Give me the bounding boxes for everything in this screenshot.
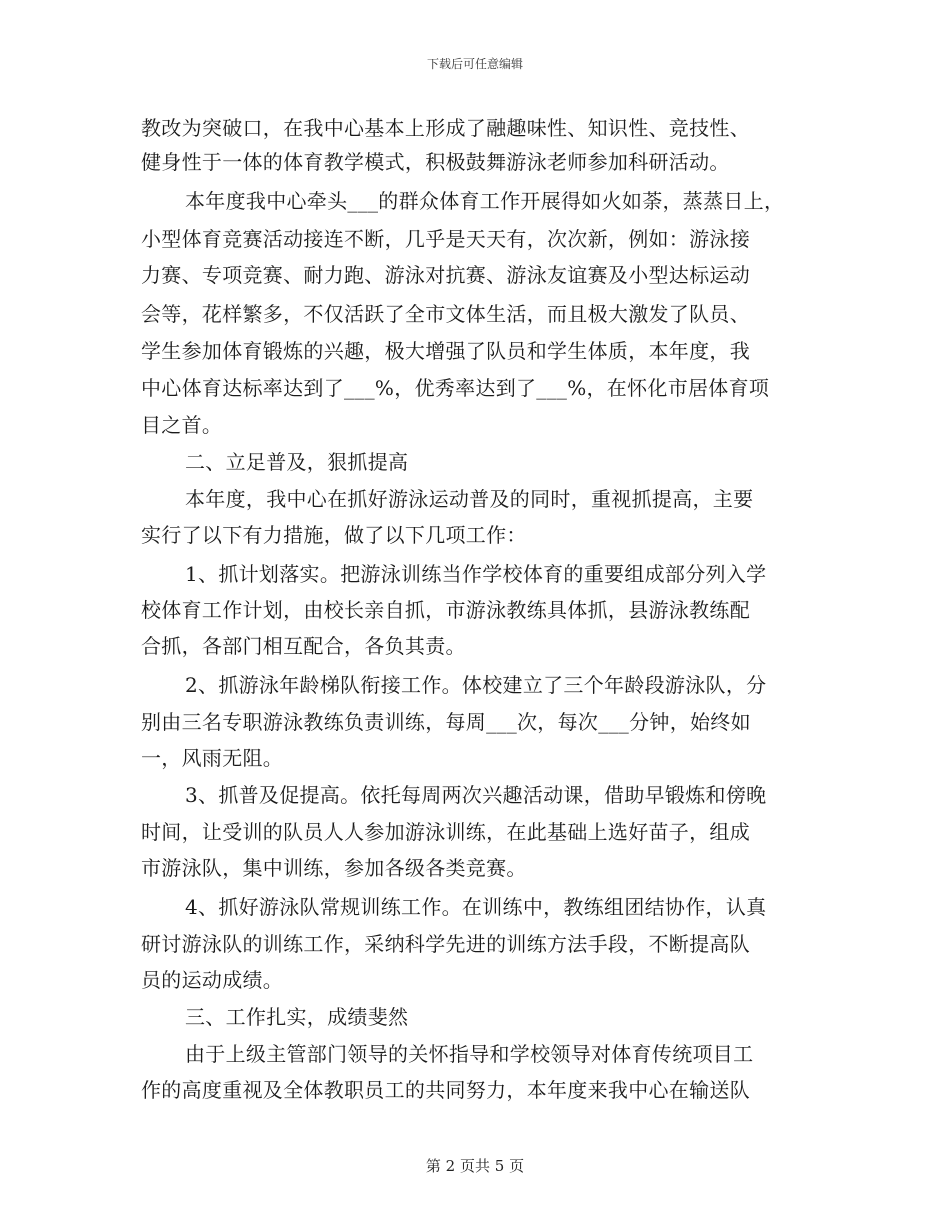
body-line: 员的运动成绩。 <box>141 968 284 992</box>
body-line: 市游泳队，集中训练，参加各级各类竞赛。 <box>141 856 527 880</box>
body-line: 会等，花样繁多，不仅活跃了全市文体生活，而且极大激发了队员、 <box>141 302 750 326</box>
body-line: 由于上级主管部门领导的关怀指导和学校领导对体育传统项目工 <box>185 1042 754 1066</box>
body-line: 别由三名专职游泳教练负责训练，每周___次，每次___分钟，始终如 <box>141 710 751 734</box>
body-line: 时间，让受训的队员人人参加游泳训练，在此基础上选好苗子，组成 <box>141 820 750 844</box>
body-line: 健身性于一体的体育教学模式，积极鼓舞游泳老师参加科研活动。 <box>141 150 730 174</box>
body-line: 3、抓普及促提高。依托每周两次兴趣活动课，借助早锻炼和傍晚 <box>185 783 767 807</box>
body-line: 1、抓计划落实。把游泳训练当作学校体育的重要组成部分列入学 <box>185 562 767 586</box>
body-line: 目之首。 <box>141 413 223 437</box>
body-line: 一，风雨无阻。 <box>141 746 284 770</box>
body-line: 中心体育达标率达到了___%，优秀率达到了___%，在怀化市居体育项 <box>141 376 770 400</box>
body-line: 2、抓游泳年龄梯队衔接工作。体校建立了三个年龄段游泳队，分 <box>185 673 767 697</box>
section-heading: 三、工作扎实，成绩斐然 <box>185 1005 409 1029</box>
page-number: 第 2 页共 5 页 <box>425 1157 525 1175</box>
body-line: 小型体育竞赛活动接连不断，几乎是天天有，次次新，例如：游泳接 <box>141 227 750 251</box>
section-heading: 二、立足普及，狠抓提高 <box>185 450 409 474</box>
body-line: 教改为突破口，在我中心基本上形成了融趣味性、知识性、竞技性、 <box>141 116 750 140</box>
body-line: 研讨游泳队的训练工作，采纳科学先进的训练方法手段，不断提高队 <box>141 932 750 956</box>
body-line: 4、抓好游泳队常规训练工作。在训练中，教练组团结协作，认真 <box>185 895 767 919</box>
body-line: 作的高度重视及全体教职员工的共同努力，本年度来我中心在输送队 <box>141 1078 750 1102</box>
body-line: 合抓，各部门相互配合，各负其责。 <box>141 634 466 658</box>
body-line: 本年度我中心牵头___的群众体育工作开展得如火如荼，蒸蒸日上， <box>185 189 785 213</box>
page-header: 下载后可任意编辑 <box>426 57 523 71</box>
body-line: 实行了以下有力措施，做了以下几项工作： <box>141 523 527 547</box>
body-line: 力赛、专项竞赛、耐力跑、游泳对抗赛、游泳友谊赛及小型达标运动 <box>141 263 750 287</box>
body-line: 校体育工作计划，由校长亲自抓，市游泳教练具体抓，县游泳教练配 <box>141 598 750 622</box>
body-line: 学生参加体育锻炼的兴趣，极大增强了队员和学生体质，本年度，我 <box>141 339 750 363</box>
body-line: 本年度，我中心在抓好游泳运动普及的同时，重视抓提高，主要 <box>185 487 754 511</box>
